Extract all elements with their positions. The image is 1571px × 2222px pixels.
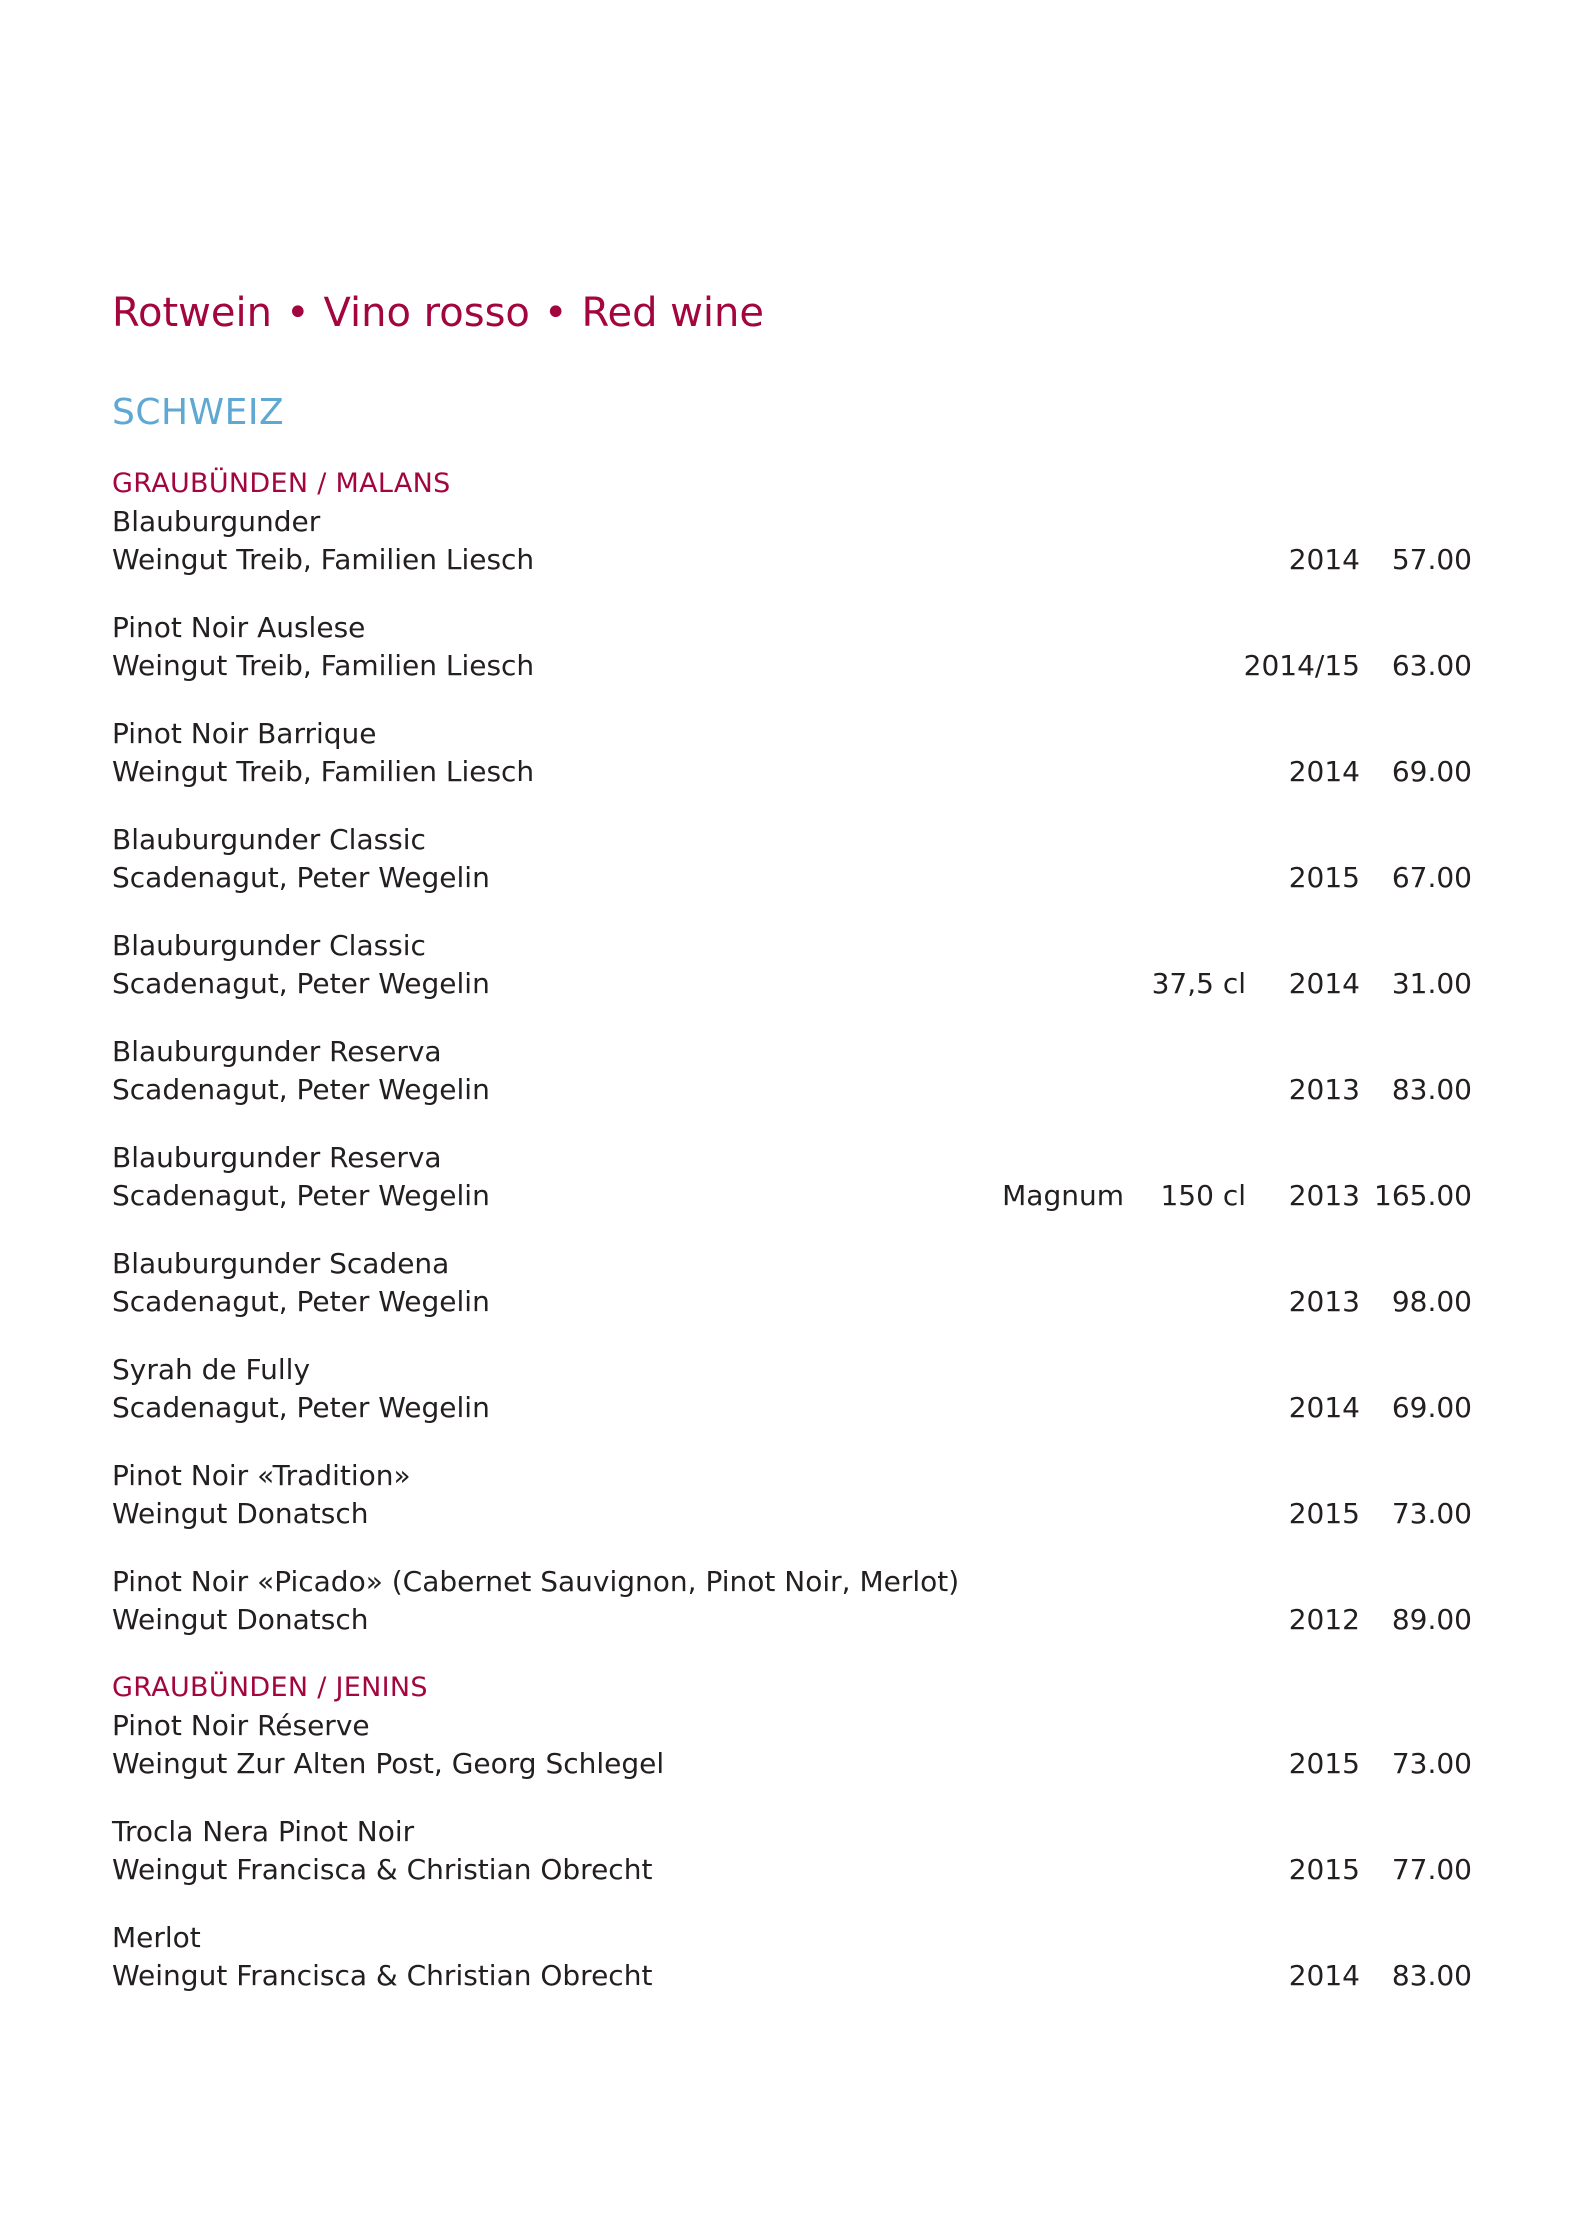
wine-year: 2015 bbox=[1288, 1747, 1360, 1780]
wine-producer: Scadenagut, Peter Wegelin bbox=[112, 861, 490, 894]
wine-producer: Scadenagut, Peter Wegelin bbox=[112, 1179, 490, 1212]
wine-price: 73.00 bbox=[1391, 1747, 1472, 1780]
wine-producer: Scadenagut, Peter Wegelin bbox=[112, 1391, 490, 1424]
wine-name: Syrah de Fully bbox=[112, 1353, 311, 1386]
title-english: Red wine bbox=[581, 290, 764, 336]
wine-producer: Weingut Donatsch bbox=[112, 1603, 369, 1636]
wine-price: 63.00 bbox=[1391, 649, 1472, 682]
wine-entry bbox=[112, 609, 1472, 715]
wine-entry bbox=[112, 1245, 1472, 1351]
region-section-jenins bbox=[112, 1669, 1472, 2025]
wine-producer: Weingut Francisca & Christian Obrecht bbox=[112, 1853, 653, 1886]
wine-entry bbox=[112, 503, 1472, 609]
page-title bbox=[112, 290, 764, 336]
wine-name: Blauburgunder Reserva bbox=[112, 1141, 442, 1174]
wine-name: Blauburgunder Classic bbox=[112, 823, 426, 856]
wine-year: 2015 bbox=[1288, 1497, 1360, 1530]
wine-price: 98.00 bbox=[1391, 1285, 1472, 1318]
wine-year: 2014 bbox=[1288, 755, 1360, 788]
wine-year: 2014 bbox=[1288, 1959, 1360, 1992]
wine-year: 2015 bbox=[1288, 1853, 1360, 1886]
wine-price: 89.00 bbox=[1391, 1603, 1472, 1636]
wine-year: 2013 bbox=[1288, 1285, 1360, 1318]
region-heading: GRAUBÜNDEN / JENINS bbox=[112, 1672, 428, 1703]
wine-name: Pinot Noir Auslese bbox=[112, 611, 366, 644]
wine-price: 69.00 bbox=[1391, 755, 1472, 788]
wine-year: 2014 bbox=[1288, 967, 1360, 1000]
wine-entry bbox=[112, 1033, 1472, 1139]
wine-producer: Weingut Treib, Familien Liesch bbox=[112, 649, 535, 682]
wine-producer: Weingut Francisca & Christian Obrecht bbox=[112, 1959, 653, 1992]
wine-year: 2014/15 bbox=[1243, 649, 1360, 682]
wine-price: 67.00 bbox=[1391, 861, 1472, 894]
wine-producer: Weingut Zur Alten Post, Georg Schlegel bbox=[112, 1747, 665, 1780]
wine-bottle-size: 37,5 cl bbox=[1151, 967, 1246, 1000]
wine-price: 77.00 bbox=[1391, 1853, 1472, 1886]
wine-producer: Weingut Treib, Familien Liesch bbox=[112, 755, 535, 788]
wine-producer: Scadenagut, Peter Wegelin bbox=[112, 967, 490, 1000]
wine-name: Blauburgunder Reserva bbox=[112, 1035, 442, 1068]
wine-year: 2012 bbox=[1288, 1603, 1360, 1636]
title-separator: • bbox=[543, 290, 568, 336]
wine-name: Trocla Nera Pinot Noir bbox=[112, 1815, 415, 1848]
wine-entry bbox=[112, 1351, 1472, 1457]
wine-format: Magnum bbox=[1002, 1179, 1124, 1212]
wine-price: 83.00 bbox=[1391, 1073, 1472, 1106]
wine-price: 57.00 bbox=[1391, 543, 1472, 576]
wine-name: Pinot Noir Réserve bbox=[112, 1709, 370, 1742]
title-german: Rotwein bbox=[112, 290, 272, 336]
wine-entry bbox=[112, 821, 1472, 927]
wine-year: 2014 bbox=[1288, 543, 1360, 576]
country-heading: SCHWEIZ bbox=[112, 392, 285, 433]
wine-year: 2013 bbox=[1288, 1179, 1360, 1212]
wine-name: Blauburgunder Classic bbox=[112, 929, 426, 962]
wine-price: 69.00 bbox=[1391, 1391, 1472, 1424]
wine-year: 2013 bbox=[1288, 1073, 1360, 1106]
wine-name: Pinot Noir Barrique bbox=[112, 717, 377, 750]
wine-entry bbox=[112, 1139, 1472, 1245]
wine-name: Blauburgunder bbox=[112, 505, 321, 538]
wine-producer: Scadenagut, Peter Wegelin bbox=[112, 1073, 490, 1106]
region-heading: GRAUBÜNDEN / MALANS bbox=[112, 468, 451, 499]
wine-entry bbox=[112, 715, 1472, 821]
region-section-malans bbox=[112, 465, 1472, 1661]
title-separator: • bbox=[285, 290, 310, 336]
wine-entry bbox=[112, 927, 1472, 1033]
wine-entry bbox=[112, 1707, 1472, 1813]
wine-name: Pinot Noir «Picado» (Cabernet Sauvignon, Pinot Noir, Merlot) bbox=[112, 1565, 960, 1598]
wine-entry bbox=[112, 1919, 1472, 2025]
wine-price: 73.00 bbox=[1391, 1497, 1472, 1530]
wine-entry bbox=[112, 1563, 1472, 1661]
wine-price: 83.00 bbox=[1391, 1959, 1472, 1992]
title-italian: Vino rosso bbox=[323, 290, 530, 336]
wine-producer: Weingut Treib, Familien Liesch bbox=[112, 543, 535, 576]
wine-name: Merlot bbox=[112, 1921, 201, 1954]
wine-producer: Weingut Donatsch bbox=[112, 1497, 369, 1530]
wine-year: 2015 bbox=[1288, 861, 1360, 894]
wine-producer: Scadenagut, Peter Wegelin bbox=[112, 1285, 490, 1318]
wine-name: Blauburgunder Scadena bbox=[112, 1247, 450, 1280]
wine-price: 165.00 bbox=[1374, 1179, 1472, 1212]
wine-year: 2014 bbox=[1288, 1391, 1360, 1424]
wine-name: Pinot Noir «Tradition» bbox=[112, 1459, 411, 1492]
wine-entry bbox=[112, 1457, 1472, 1563]
wine-entry bbox=[112, 1813, 1472, 1919]
wine-bottle-size: 150 cl bbox=[1160, 1179, 1246, 1212]
wine-price: 31.00 bbox=[1391, 967, 1472, 1000]
